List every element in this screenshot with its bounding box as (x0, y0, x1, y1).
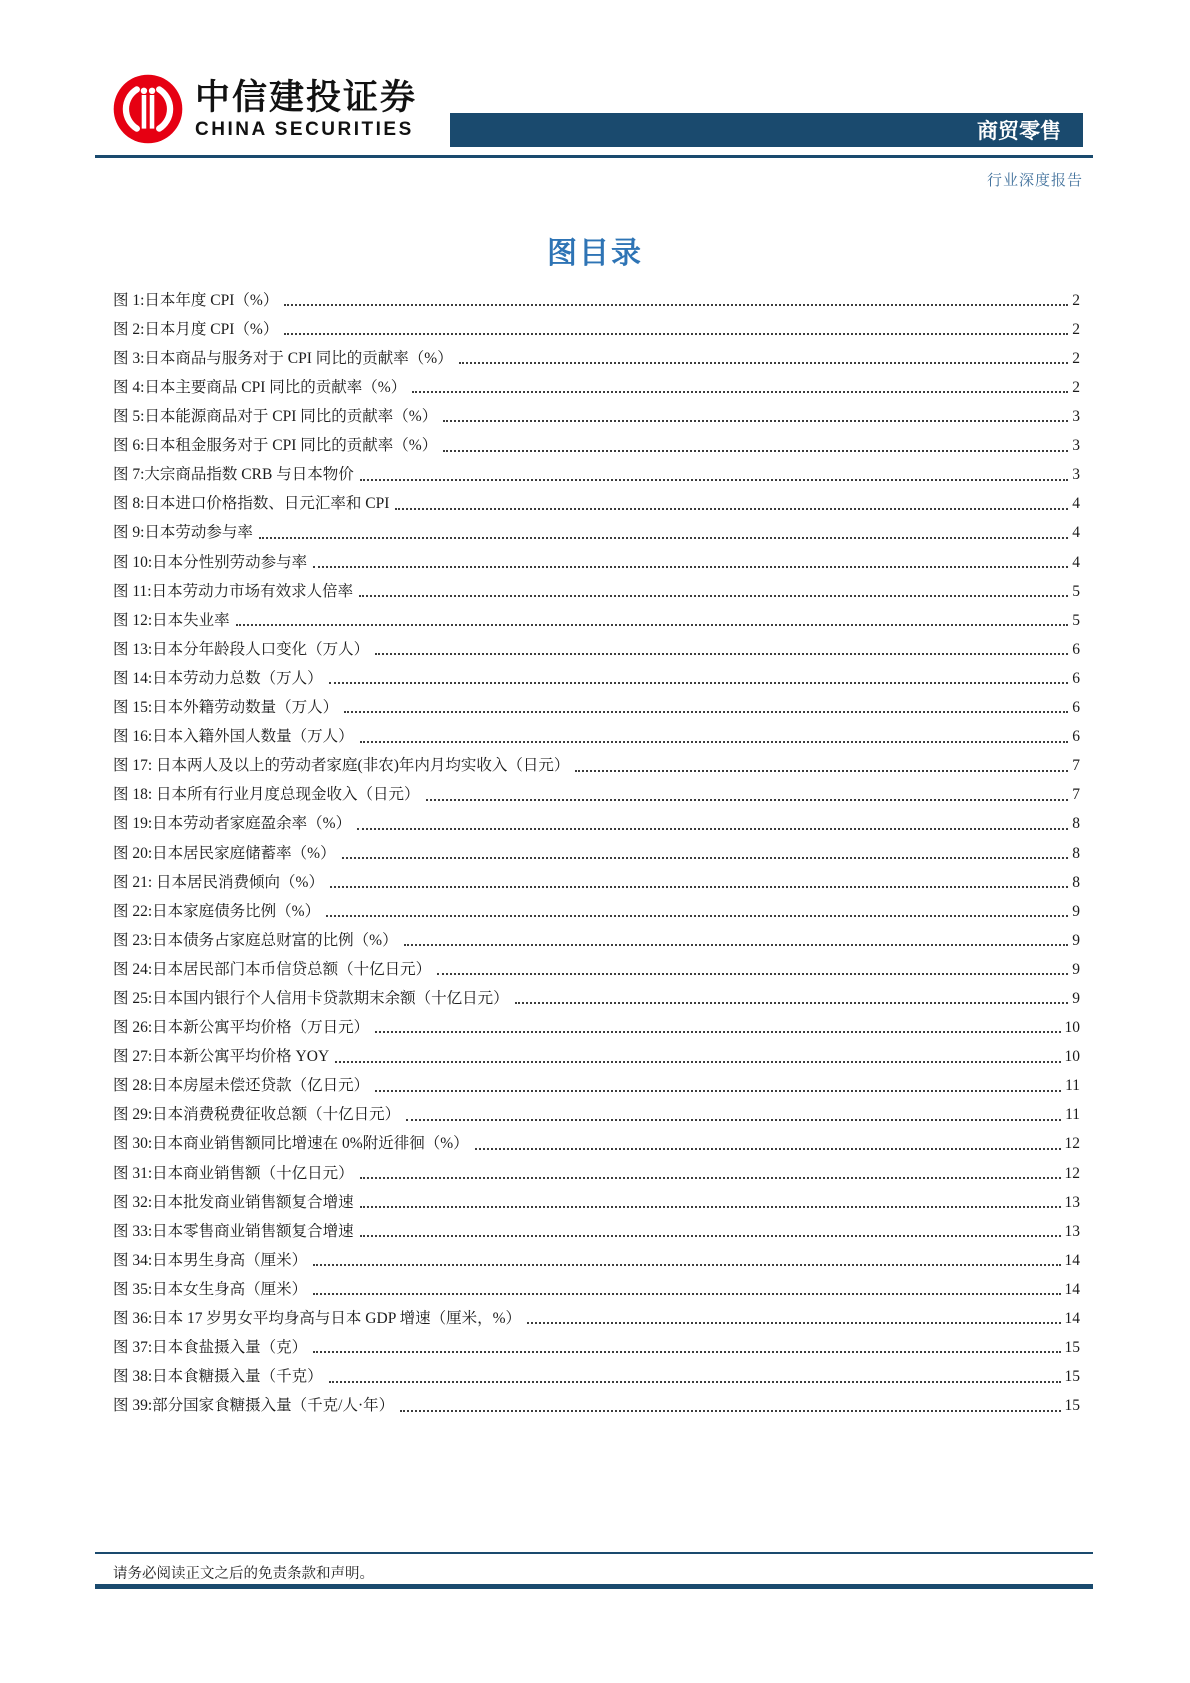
brand-name-cn: 中信建投证券 (195, 77, 418, 117)
toc-dot-leader (404, 944, 1069, 946)
toc-page-number: 5 (1072, 582, 1080, 600)
toc-page-number: 3 (1072, 466, 1080, 484)
toc-page-number: 14 (1064, 1280, 1080, 1298)
toc-entry-label: 图 11:日本劳动力市场有效求人倍率 (113, 582, 354, 600)
toc-entry-label: 图 26:日本新公寓平均价格（万日元） (113, 1019, 370, 1037)
footer-divider-bottom (95, 1584, 1093, 1589)
toc-page-number: 14 (1064, 1310, 1080, 1327)
toc-page-number: 4 (1072, 524, 1080, 542)
toc-page-number: 8 (1072, 844, 1080, 862)
toc-entry-label: 图 20:日本居民家庭储蓄率（%） (113, 844, 336, 862)
toc-entry-label: 图 33:日本零售商业销售额复合增速 (113, 1222, 354, 1240)
toc-page-number: 11 (1065, 1077, 1080, 1095)
toc-entry-row (113, 426, 1080, 455)
toc-dot-leader (313, 1293, 1060, 1295)
toc-entry-label: 图 22:日本家庭债务比例（%） (113, 902, 321, 920)
toc-entry-label: 图 16:日本入籍外国人数量（万人） (113, 728, 354, 746)
toc-entry-label: 图 5:日本能源商品对于 CPI 同比的贡献率（%） (113, 408, 438, 426)
toc-dot-leader (400, 1410, 1060, 1412)
toc-entry-label: 图 18: 日本所有行业月度总现金收入（日元） (113, 786, 420, 804)
toc-entry-row (113, 1299, 1080, 1328)
toc-entry-label: 图 29:日本消费税费征收总额（十亿日元） (113, 1106, 401, 1124)
toc-page-number: 10 (1064, 1019, 1080, 1037)
toc-entry-label: 图 7:大宗商品指数 CRB 与日本物价 (113, 466, 354, 484)
toc-page-number: 6 (1072, 669, 1080, 687)
toc-dot-leader (329, 682, 1069, 684)
toc-entry-label: 图 32:日本批发商业销售额复合增速 (113, 1193, 354, 1211)
toc-entry-row (113, 485, 1080, 514)
toc-entry-row (113, 368, 1080, 397)
toc-page-number: 2 (1072, 320, 1080, 338)
toc-page-number: 13 (1064, 1193, 1080, 1211)
toc-entry-row (113, 747, 1080, 776)
toc-entry-label: 图 25:日本国内银行个人信用卡贷款期末余额（十亿日元） (113, 989, 509, 1007)
toc-entry-row (113, 950, 1080, 979)
toc-dot-leader (360, 741, 1069, 743)
toc-dot-leader (527, 1322, 1060, 1324)
toc-entry-row (113, 1125, 1080, 1154)
toc-entry-row (113, 863, 1080, 892)
toc-entry-row (113, 1183, 1080, 1212)
toc-entry-row (113, 892, 1080, 921)
toc-entry-label: 图 9:日本劳动参与率 (113, 524, 253, 542)
toc-entry-label: 图 17: 日本两人及以上的劳动者家庭(非农)年内月均实收入（日元） (113, 757, 570, 775)
toc-entry-label: 图 21: 日本居民消费倾向（%） (113, 873, 324, 891)
toc-page-number: 11 (1065, 1106, 1080, 1124)
toc-entry-row (113, 1008, 1080, 1037)
toc-entry-row (113, 572, 1080, 601)
toc-entry-row (113, 1357, 1080, 1386)
toc-entry-row (113, 776, 1080, 805)
toc-entry-row (113, 514, 1080, 543)
toc-page-number: 12 (1064, 1164, 1080, 1182)
toc-entry-label: 图 2:日本月度 CPI（%） (113, 320, 279, 338)
toc-dot-leader (443, 450, 1068, 452)
toc-dot-leader (359, 595, 1068, 597)
toc-entry-row (113, 979, 1080, 1008)
toc-page-number: 13 (1064, 1222, 1080, 1240)
toc-entry-label: 图 37:日本食盐摄入量（克） (113, 1339, 308, 1357)
toc-entry-row (113, 1241, 1080, 1270)
toc-dot-leader (406, 1119, 1061, 1121)
toc-page-number: 7 (1072, 786, 1080, 804)
figures-toc-list (113, 281, 1080, 1416)
toc-dot-leader (236, 624, 1069, 626)
toc-entry-label: 图 6:日本租金服务对于 CPI 同比的贡献率（%） (113, 437, 438, 455)
toc-dot-leader (575, 770, 1068, 772)
toc-page-number: 15 (1064, 1368, 1080, 1386)
industry-category-bar (450, 113, 1083, 147)
toc-entry-label: 图 36:日本 17 岁男女平均身高与日本 GDP 增速（厘米，%） (113, 1310, 522, 1327)
toc-dot-leader (313, 1351, 1060, 1353)
toc-page-number: 7 (1072, 757, 1080, 775)
industry-category-label: 商贸零售 (977, 120, 1061, 143)
toc-dot-leader (335, 1061, 1060, 1063)
toc-page-number: 8 (1072, 873, 1080, 891)
toc-page-number: 5 (1072, 611, 1080, 629)
toc-entry-label: 图 4:日本主要商品 CPI 同比的贡献率（%） (113, 379, 407, 396)
toc-entry-row (113, 659, 1080, 688)
toc-entry-row (113, 601, 1080, 630)
toc-entry-row (113, 1270, 1080, 1299)
footer-divider-top (95, 1552, 1093, 1554)
toc-dot-leader (342, 857, 1069, 859)
toc-dot-leader (437, 973, 1068, 975)
toc-entry-row (113, 543, 1080, 572)
toc-entry-row (113, 397, 1080, 426)
toc-page-number: 10 (1064, 1048, 1080, 1066)
toc-page-number: 3 (1072, 437, 1080, 455)
toc-entry-row (113, 456, 1080, 485)
toc-page-number: 15 (1064, 1397, 1080, 1415)
toc-entry-row (113, 805, 1080, 834)
toc-entry-label: 图 34:日本男生身高（厘米） (113, 1251, 308, 1269)
china-securities-logo-icon (113, 74, 183, 144)
toc-page-number: 12 (1064, 1135, 1080, 1153)
toc-dot-leader (375, 653, 1068, 655)
toc-dot-leader (329, 1381, 1061, 1383)
toc-dot-leader (284, 333, 1068, 335)
toc-entry-row (113, 339, 1080, 368)
toc-page-number: 2 (1072, 291, 1080, 309)
toc-page-number: 4 (1072, 553, 1080, 571)
toc-entry-label: 图 30:日本商业销售额同比增速在 0%附近徘徊（%） (113, 1135, 469, 1153)
toc-dot-leader (375, 1090, 1061, 1092)
toc-dot-leader (443, 420, 1068, 422)
toc-dot-leader (313, 1264, 1060, 1266)
toc-entry-row (113, 630, 1080, 659)
toc-entry-label: 图 8:日本进口价格指数、日元汇率和 CPI (113, 495, 390, 513)
toc-dot-leader (360, 479, 1069, 481)
toc-entry-row (113, 688, 1080, 717)
toc-entry-row (113, 281, 1080, 310)
toc-dot-leader (412, 391, 1068, 393)
toc-dot-leader (259, 537, 1068, 539)
toc-entry-label: 图 19:日本劳动者家庭盈余率（%） (113, 815, 352, 833)
toc-page-number: 2 (1072, 379, 1080, 396)
toc-entry-row (113, 310, 1080, 339)
toc-entry-label: 图 15:日本外籍劳动数量（万人） (113, 699, 339, 717)
brand-text (195, 77, 418, 140)
toc-entry-row (113, 921, 1080, 950)
brand-block (113, 74, 417, 144)
toc-entry-label: 图 38:日本食糖摄入量（千克） (113, 1368, 323, 1386)
page-header (0, 0, 1190, 200)
toc-page-number: 6 (1072, 699, 1080, 717)
toc-entry-row (113, 1154, 1080, 1183)
toc-entry-row (113, 1037, 1080, 1066)
toc-page-number: 3 (1072, 408, 1080, 426)
toc-entry-label: 图 23:日本债务占家庭总财富的比例（%） (113, 931, 398, 949)
report-type-label: 行业深度报告 (986, 173, 1083, 189)
toc-page-number: 9 (1072, 931, 1080, 949)
toc-dot-leader (360, 1235, 1061, 1237)
toc-dot-leader (313, 566, 1068, 568)
toc-page-number: 14 (1064, 1251, 1080, 1269)
toc-dot-leader (344, 711, 1068, 713)
toc-dot-leader (515, 1002, 1069, 1004)
toc-entry-label: 图 14:日本劳动力总数（万人） (113, 669, 323, 687)
toc-page-number: 9 (1072, 989, 1080, 1007)
figures-toc-title: 图目录 (547, 237, 643, 270)
toc-entry-label: 图 35:日本女生身高（厘米） (113, 1280, 308, 1298)
toc-page-number: 9 (1072, 902, 1080, 920)
toc-entry-label: 图 12:日本失业率 (113, 611, 230, 629)
toc-page-number: 9 (1072, 960, 1080, 978)
toc-dot-leader (330, 886, 1068, 888)
toc-page-number: 6 (1072, 640, 1080, 658)
toc-entry-label: 图 39:部分国家食糖摄入量（千克/人·年） (113, 1397, 395, 1415)
toc-page-number: 15 (1064, 1339, 1080, 1357)
toc-dot-leader (375, 1031, 1060, 1033)
toc-dot-leader (357, 828, 1068, 830)
toc-dot-leader (426, 799, 1069, 801)
toc-entry-row (113, 1387, 1080, 1416)
toc-entry-label: 图 28:日本房屋未偿还贷款（亿日元） (113, 1077, 370, 1095)
toc-entry-row (113, 1096, 1080, 1125)
toc-entry-row (113, 834, 1080, 863)
footer-disclaimer-text: 请务必阅读正文之后的免责条款和声明。 (113, 1566, 374, 1582)
toc-entry-label: 图 27:日本新公寓平均价格 YOY (113, 1048, 330, 1066)
toc-entry-label: 图 24:日本居民部门本币信贷总额（十亿日元） (113, 960, 432, 978)
toc-entry-row (113, 717, 1080, 746)
toc-entry-row (113, 1328, 1080, 1357)
toc-dot-leader (360, 1177, 1061, 1179)
toc-entry-row (113, 1212, 1080, 1241)
toc-entry-label: 图 3:日本商品与服务对于 CPI 同比的贡献率（%） (113, 349, 453, 367)
toc-page-number: 8 (1072, 815, 1080, 833)
toc-entry-row (113, 1067, 1080, 1096)
brand-name-en: CHINA SECURITIES (195, 118, 414, 140)
toc-dot-leader (395, 508, 1068, 510)
toc-entry-label: 图 10:日本分性别劳动参与率 (113, 553, 308, 571)
toc-dot-leader (326, 915, 1068, 917)
toc-dot-leader (459, 362, 1069, 364)
toc-dot-leader (360, 1206, 1061, 1208)
toc-entry-label: 图 13:日本分年龄段人口变化（万人） (113, 640, 370, 658)
toc-page-number: 4 (1072, 495, 1080, 513)
toc-entry-label: 图 31:日本商业销售额（十亿日元） (113, 1164, 354, 1182)
header-divider (95, 155, 1093, 158)
toc-entry-label: 图 1:日本年度 CPI（%） (113, 291, 279, 309)
toc-dot-leader (475, 1148, 1061, 1150)
toc-page-number: 6 (1072, 728, 1080, 746)
toc-page-number: 2 (1072, 349, 1080, 367)
toc-dot-leader (284, 304, 1068, 306)
